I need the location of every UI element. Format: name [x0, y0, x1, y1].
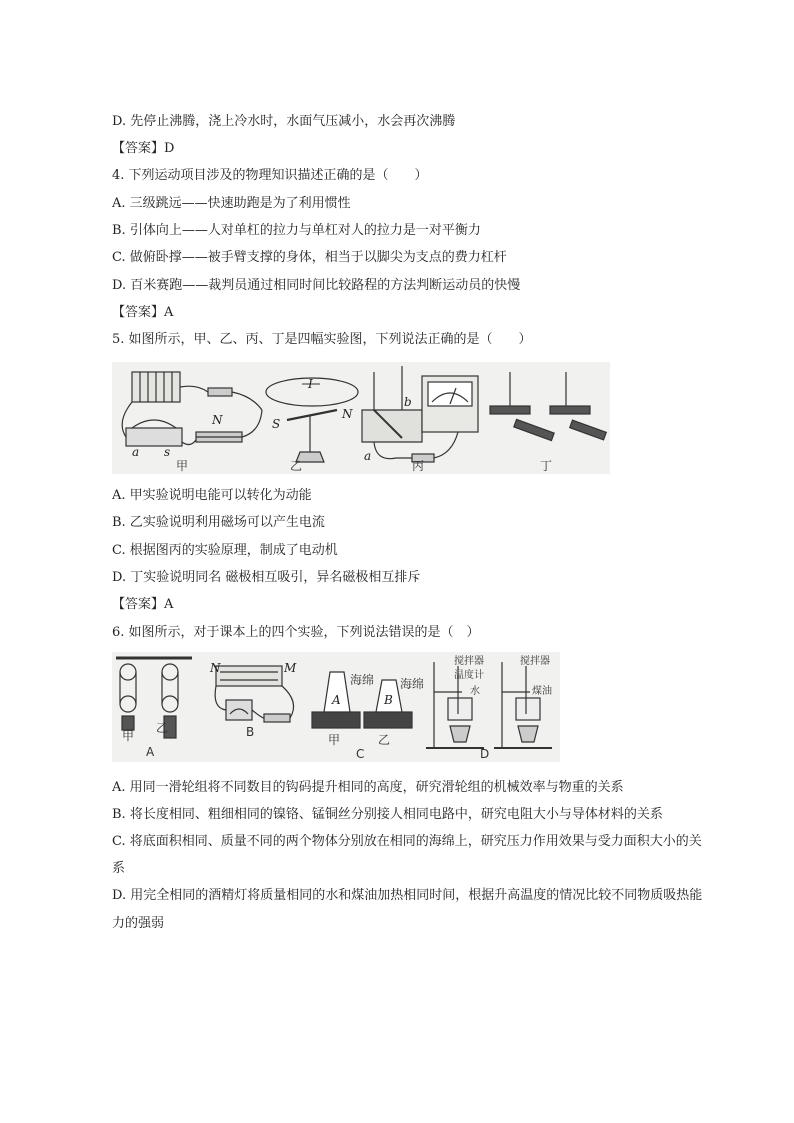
q6-figure	[112, 652, 560, 762]
q4-option-d: D. 百米赛跑——裁判员通过相同时间比较路程的方法判断运动员的快慢	[112, 278, 521, 293]
q5-option-b: B. 乙实验说明利用磁场可以产生电流	[112, 515, 325, 530]
q5-option-a: A. 甲实验说明电能可以转化为动能	[112, 488, 312, 503]
fig6-letter-n: N	[210, 661, 221, 675]
fig6-oil: 煤油	[532, 686, 552, 697]
q3-answer: 【答案】D	[112, 141, 175, 156]
switch	[208, 388, 232, 396]
q4-option-c: C. 做俯卧撑——被手臂支撑的身体，相当于以脚尖为支点的费力杠杆	[112, 250, 507, 265]
q3-option-d: D. 先停止沸腾，浇上冷水时，水面气压减小，水会再次沸腾	[112, 114, 456, 129]
magnet-base	[126, 428, 182, 446]
q5-answer: 【答案】A	[112, 597, 174, 612]
fig6-label-a: A	[146, 745, 155, 759]
fig5-letter-n2: N	[342, 407, 353, 421]
q5-figure	[112, 362, 610, 474]
q4-option-b: B. 引体向上——人对单杠的拉力与单杠对人的拉力是一对平衡力	[112, 223, 481, 238]
fig5-letter-a: a	[132, 445, 140, 459]
fig6-sponge-1: 海绵	[350, 673, 375, 687]
fig6-box-b: B	[384, 693, 393, 707]
fig5-letter-n: N	[212, 413, 223, 427]
q5-figure-svg	[112, 362, 610, 474]
q6-option-d: D. 用完全相同的酒精灯将质量相同的水和煤油加热相同时间，根据升高温度的情况比较不同物质吸热能	[112, 888, 703, 903]
fig6-label-jia2: 甲	[328, 733, 341, 747]
fig5-label-ding: 丁	[540, 459, 553, 473]
q5-stem: 5. 如图所示，甲、乙、丙、丁是四幅实验图，下列说法正确的是（ ）	[112, 332, 532, 347]
fig5-label-yi: 乙	[290, 459, 303, 473]
fig6-water: 水	[470, 686, 480, 697]
q4-answer: 【答案】A	[112, 305, 174, 320]
fig5-letter-b: b	[404, 395, 412, 409]
fig5-letter-a2: a	[364, 449, 372, 463]
q6-option-c: C. 将底面积相同、质量不同的两个物体分别放在相同的海绵上，研究压力作用效果与受力面积大小的关	[112, 834, 702, 849]
q6-stem: 6. 如图所示，对于课本上的四个实验，下列说法错误的是（ ）	[112, 625, 480, 640]
fig6-stirrer-1: 搅拌器	[454, 656, 484, 667]
q6-option-c-cont: 系	[112, 861, 126, 876]
q6-option-b: B. 将长度相同、粗细相同的镍铬、锰铜丝分别接人相同电路中，研究电阻大小与导体材料的关系	[112, 807, 663, 822]
fig5-letter-s: s	[164, 445, 171, 459]
fig6-label-yi: 乙	[156, 721, 169, 735]
fig6-label-jia: 甲	[122, 729, 135, 743]
fig6-thermometer: 温度计	[454, 670, 484, 681]
q5-option-c: C. 根据图丙的实验原理，制成了电动机	[112, 543, 338, 558]
fig6-sponge-2: 海绵	[400, 677, 425, 691]
fig5-letter-s2: S	[272, 417, 281, 431]
q5-option-d: D. 丁实验说明同名 磁极相互吸引，异名磁极相互排斥	[112, 570, 421, 585]
q6-option-d-cont: 力的强弱	[112, 916, 165, 931]
fig6-label-b: B	[246, 725, 255, 739]
fig6-label-yi2: 乙	[378, 733, 391, 747]
fig5-letter-i: I	[308, 377, 313, 391]
fig5-label-jia: 甲	[176, 459, 189, 473]
fig6-label-d: D	[480, 747, 490, 761]
q4-option-a: A. 三级跳远——快速助跑是为了利用惯性	[112, 196, 351, 211]
fig6-box-a: A	[332, 693, 341, 707]
fig5-label-bing: 丙	[412, 459, 425, 473]
q4-stem: 4. 下列运动项目涉及的物理知识描述正确的是（ ）	[112, 168, 428, 183]
ammeter-b	[226, 700, 252, 720]
fig6-stirrer-2: 搅拌器	[520, 656, 550, 667]
q6-option-a: A. 用同一滑轮组将不同数目的钩码提升相同的高度，研究滑轮组的机械效率与物重的关系	[112, 780, 624, 795]
fig6-label-c: C	[356, 747, 365, 761]
fig6-letter-m: M	[284, 661, 297, 675]
q6-figure-svg	[112, 652, 560, 762]
